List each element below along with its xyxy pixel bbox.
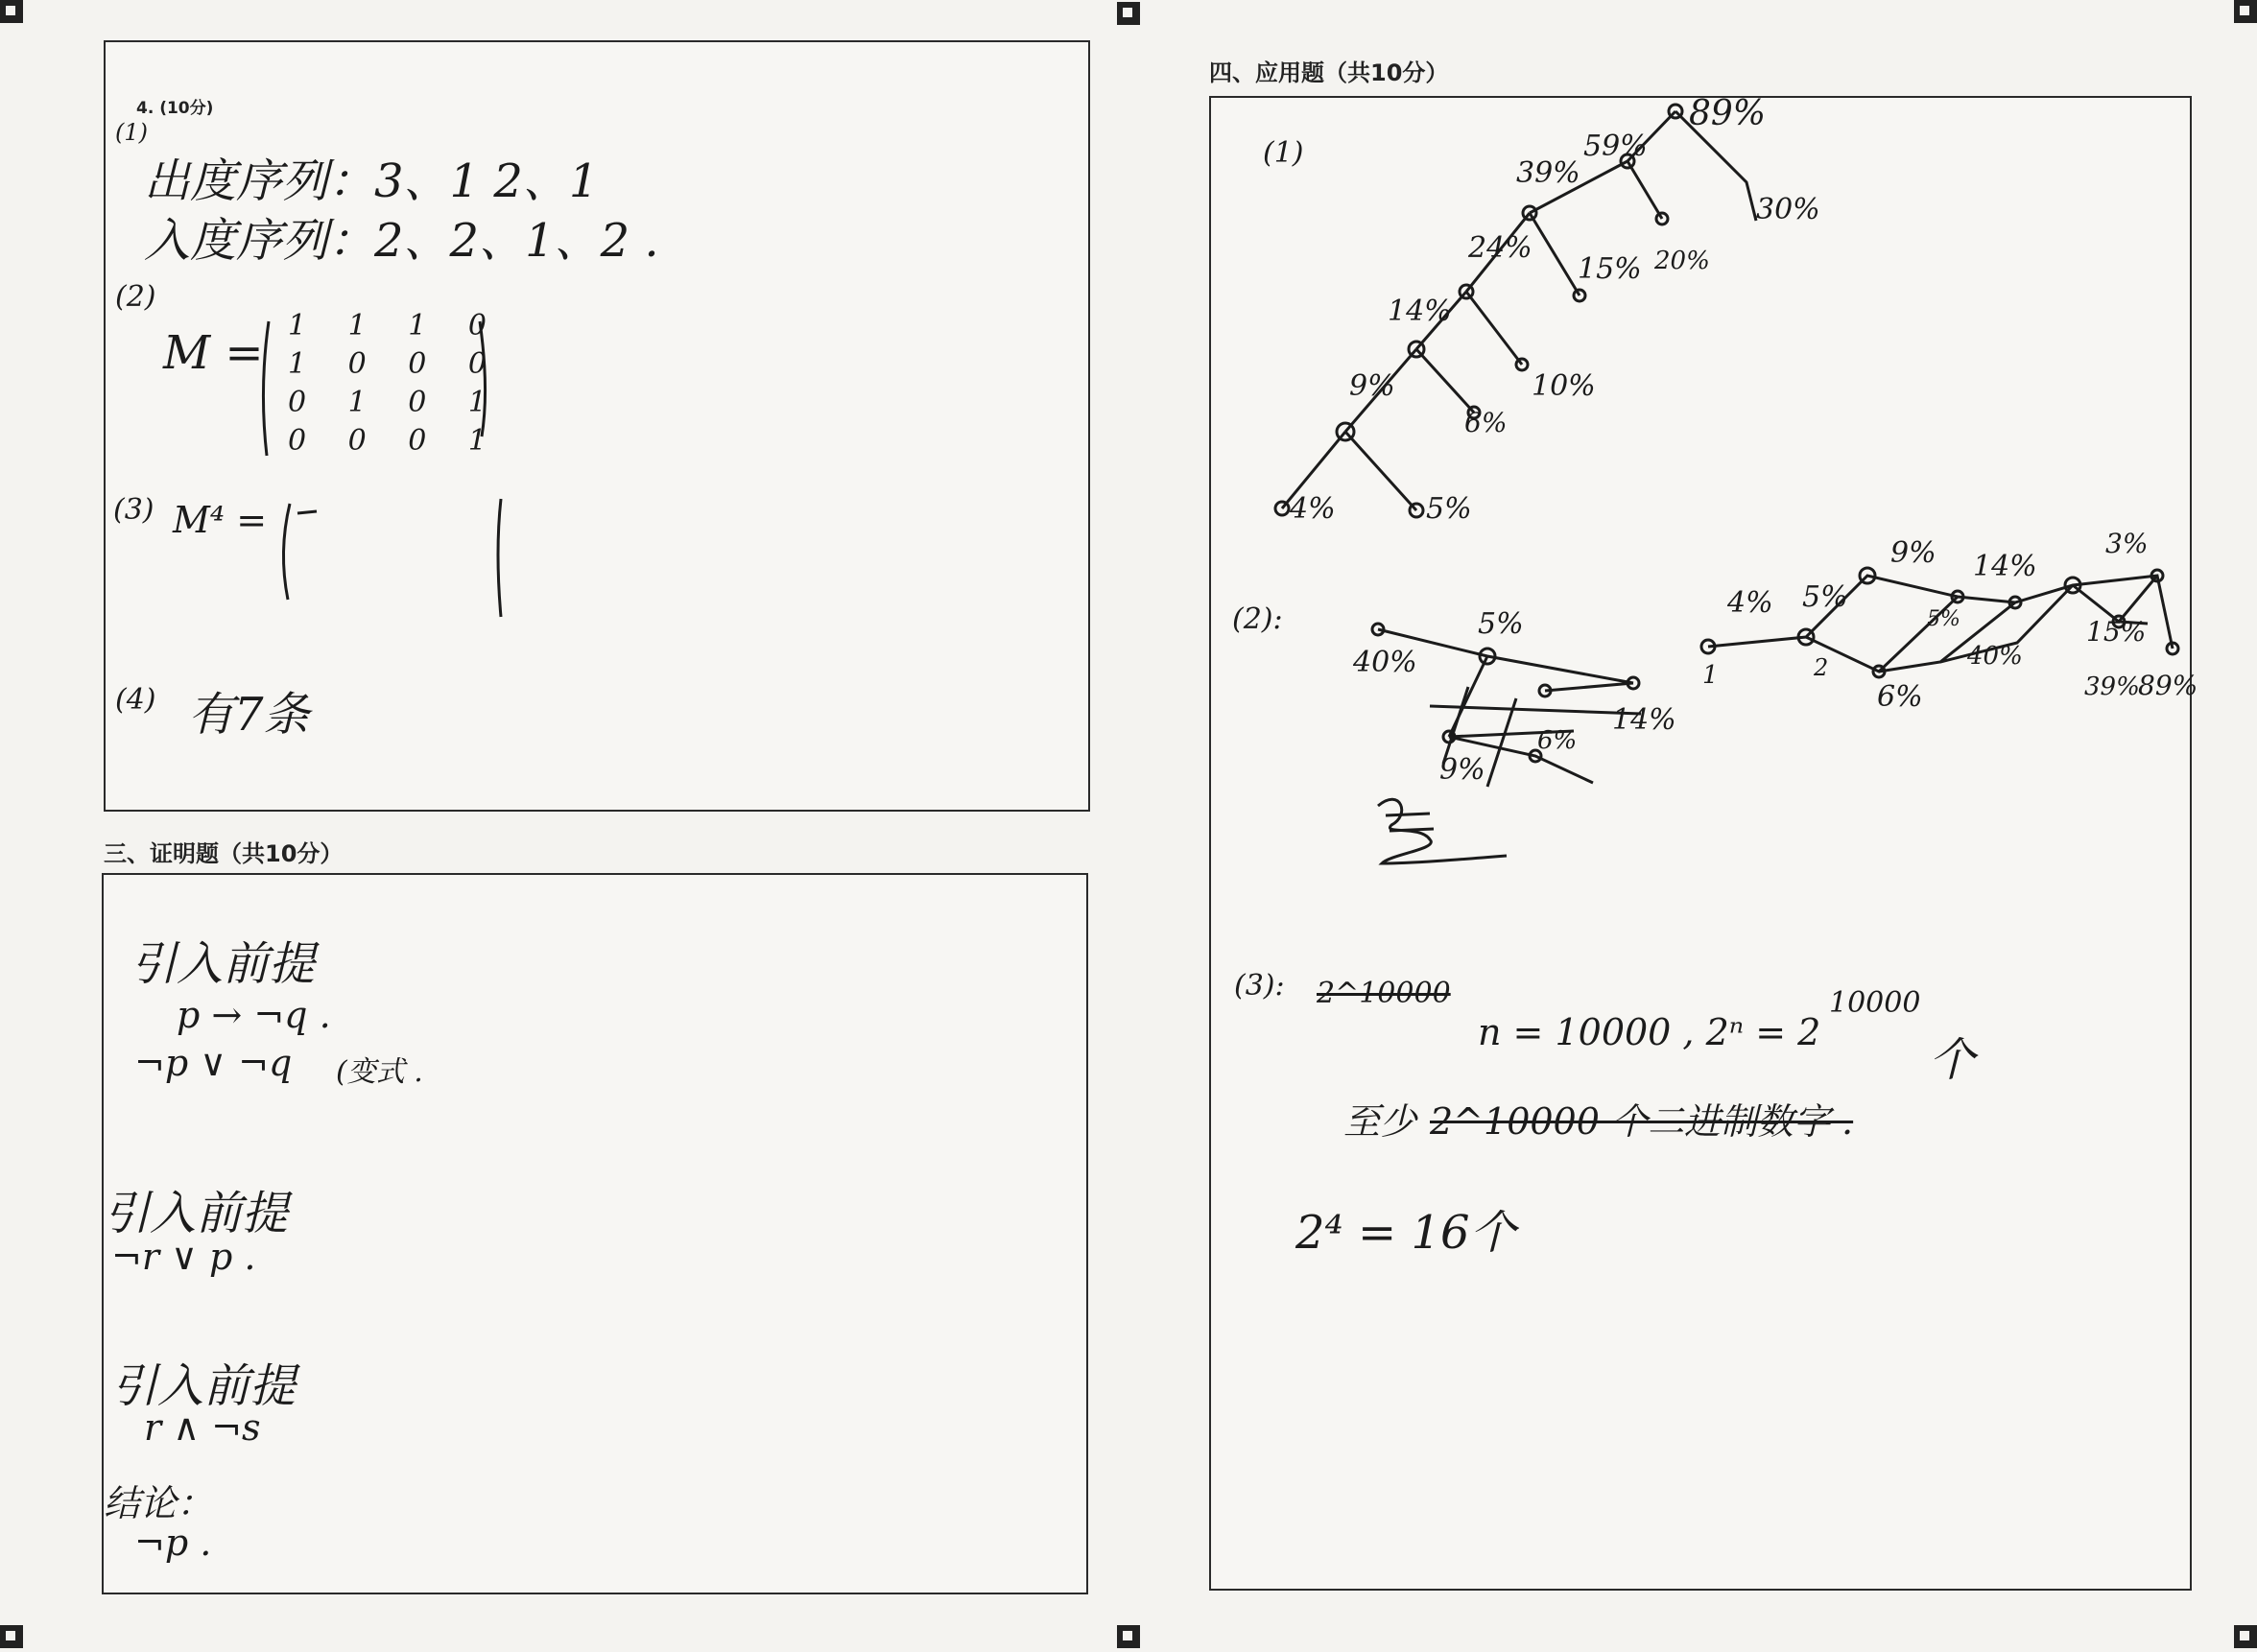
part3-unit: 个	[1929, 1033, 1976, 1087]
chain-label-40: 40%	[1967, 642, 2023, 671]
proof-line-10: ¬p .	[134, 1522, 212, 1564]
scribble-mark	[1372, 787, 1526, 873]
chain-label-89: 89%	[2138, 670, 2198, 701]
chain-label-2: 2	[1814, 654, 1829, 681]
graph2-label-40: 40%	[1353, 646, 1417, 679]
tree1-label-4: 4%	[1290, 492, 1336, 526]
part3-exponent: 10000	[1829, 986, 1921, 1020]
proof-line-6: ¬r ∨ p .	[111, 1236, 256, 1278]
chain-label-15: 15%	[2086, 616, 2147, 648]
tree1-label-root: 89%	[1689, 94, 1767, 133]
app-part2-label: (2):	[1232, 602, 1283, 636]
part3-line3: 2⁴ = 16个	[1295, 1206, 1516, 1260]
matrix-row-1: 1 1 1 0	[288, 309, 487, 342]
graph2-label-6: 6%	[1537, 726, 1578, 755]
part3-line2-struck: 2^10000 个二进制数字 .	[1430, 1100, 1854, 1143]
proof-line-8: r ∧ ¬s	[144, 1406, 261, 1449]
m4-expression: M⁴ =	[173, 499, 268, 541]
chain-label-1: 1	[1702, 661, 1719, 690]
proof-line-3: ¬p ∨ ¬q	[134, 1042, 293, 1084]
matrix-prefix: M =	[163, 326, 264, 380]
huffman-tree-part1	[1247, 96, 1862, 556]
matrix-row-3: 0 1 0 1	[288, 386, 487, 419]
graph2-label-5: 5%	[1478, 607, 1524, 641]
chain-label-14: 14%	[1973, 550, 2037, 583]
graph2-label-14: 14%	[1612, 703, 1676, 737]
tree1-label-14: 14%	[1388, 295, 1452, 328]
tree1-label-6: 6%	[1464, 407, 1508, 438]
chain-label-6: 6%	[1877, 680, 1923, 714]
tree1-label-20: 20%	[1654, 247, 1710, 275]
matrix-row-4: 0 0 0 1	[288, 424, 487, 458]
tree1-label-9: 9%	[1349, 369, 1395, 403]
tree1-label-5: 5%	[1426, 492, 1472, 526]
out-degree-sequence: 出度序列：3、1 2、1	[144, 154, 599, 208]
matrix-row-2: 1 0 0 0	[288, 347, 487, 381]
app-part3-label: (3):	[1234, 969, 1285, 1003]
registration-mark-bottom-middle	[1117, 1625, 1140, 1648]
proof-line-2: p → ¬q .	[177, 994, 331, 1036]
registration-mark-top-middle	[1117, 2, 1140, 25]
proof-line-5: 引入前提	[104, 1187, 289, 1240]
graph2-label-9: 9%	[1439, 753, 1485, 787]
chain-label-9: 9%	[1890, 536, 1936, 570]
proof-section-heading: 三、证明题（共10分）	[104, 840, 344, 867]
registration-mark-bottom-left	[0, 1625, 23, 1648]
in-degree-sequence: 入度序列：2、2、1、2 .	[144, 214, 659, 268]
chain-graph-part2	[1689, 518, 2198, 714]
proof-line-9: 结论：	[104, 1482, 214, 1524]
chain-label-3: 3%	[2105, 528, 2149, 559]
part4-answer: 有7条	[188, 688, 310, 742]
registration-mark-top-left	[0, 0, 23, 23]
part1-label: (1)	[115, 119, 148, 146]
part3-equation: n = 10000 , 2ⁿ = 2	[1478, 1011, 1821, 1053]
part2-label: (2)	[115, 280, 156, 314]
part3-line2-prefix: 至少	[1343, 1100, 1417, 1143]
proof-line-7: 引入前提	[111, 1359, 297, 1413]
chain-label-39: 39%	[2084, 673, 2140, 701]
tree1-label-24: 24%	[1468, 231, 1532, 265]
registration-mark-top-right	[2234, 0, 2257, 23]
tree1-label-39: 39%	[1516, 156, 1580, 190]
application-section-heading: 四、应用题（共10分）	[1209, 59, 1449, 86]
chain-label-4: 4%	[1727, 586, 1773, 620]
m4-brackets	[278, 494, 509, 619]
tree1-label-59: 59%	[1583, 130, 1648, 163]
question-label: 4. (10分)	[136, 99, 214, 118]
chain-label-5a: 5%	[1802, 580, 1848, 614]
tree1-label-15: 15%	[1578, 252, 1642, 286]
chain-label-5b: 5%	[1927, 607, 1960, 631]
proof-line-1: 引入前提	[131, 937, 316, 991]
part4-label: (4)	[115, 683, 156, 717]
tree1-label-30: 30%	[1756, 193, 1820, 226]
tree1-label-10: 10%	[1532, 369, 1596, 403]
proof-line-4: (变式 .	[336, 1055, 423, 1089]
part3-struck-expression: 2^10000	[1317, 977, 1451, 1010]
registration-mark-bottom-right	[2234, 1625, 2257, 1648]
app-part1-label: (1)	[1263, 136, 1304, 170]
part3-label: (3)	[113, 493, 154, 527]
